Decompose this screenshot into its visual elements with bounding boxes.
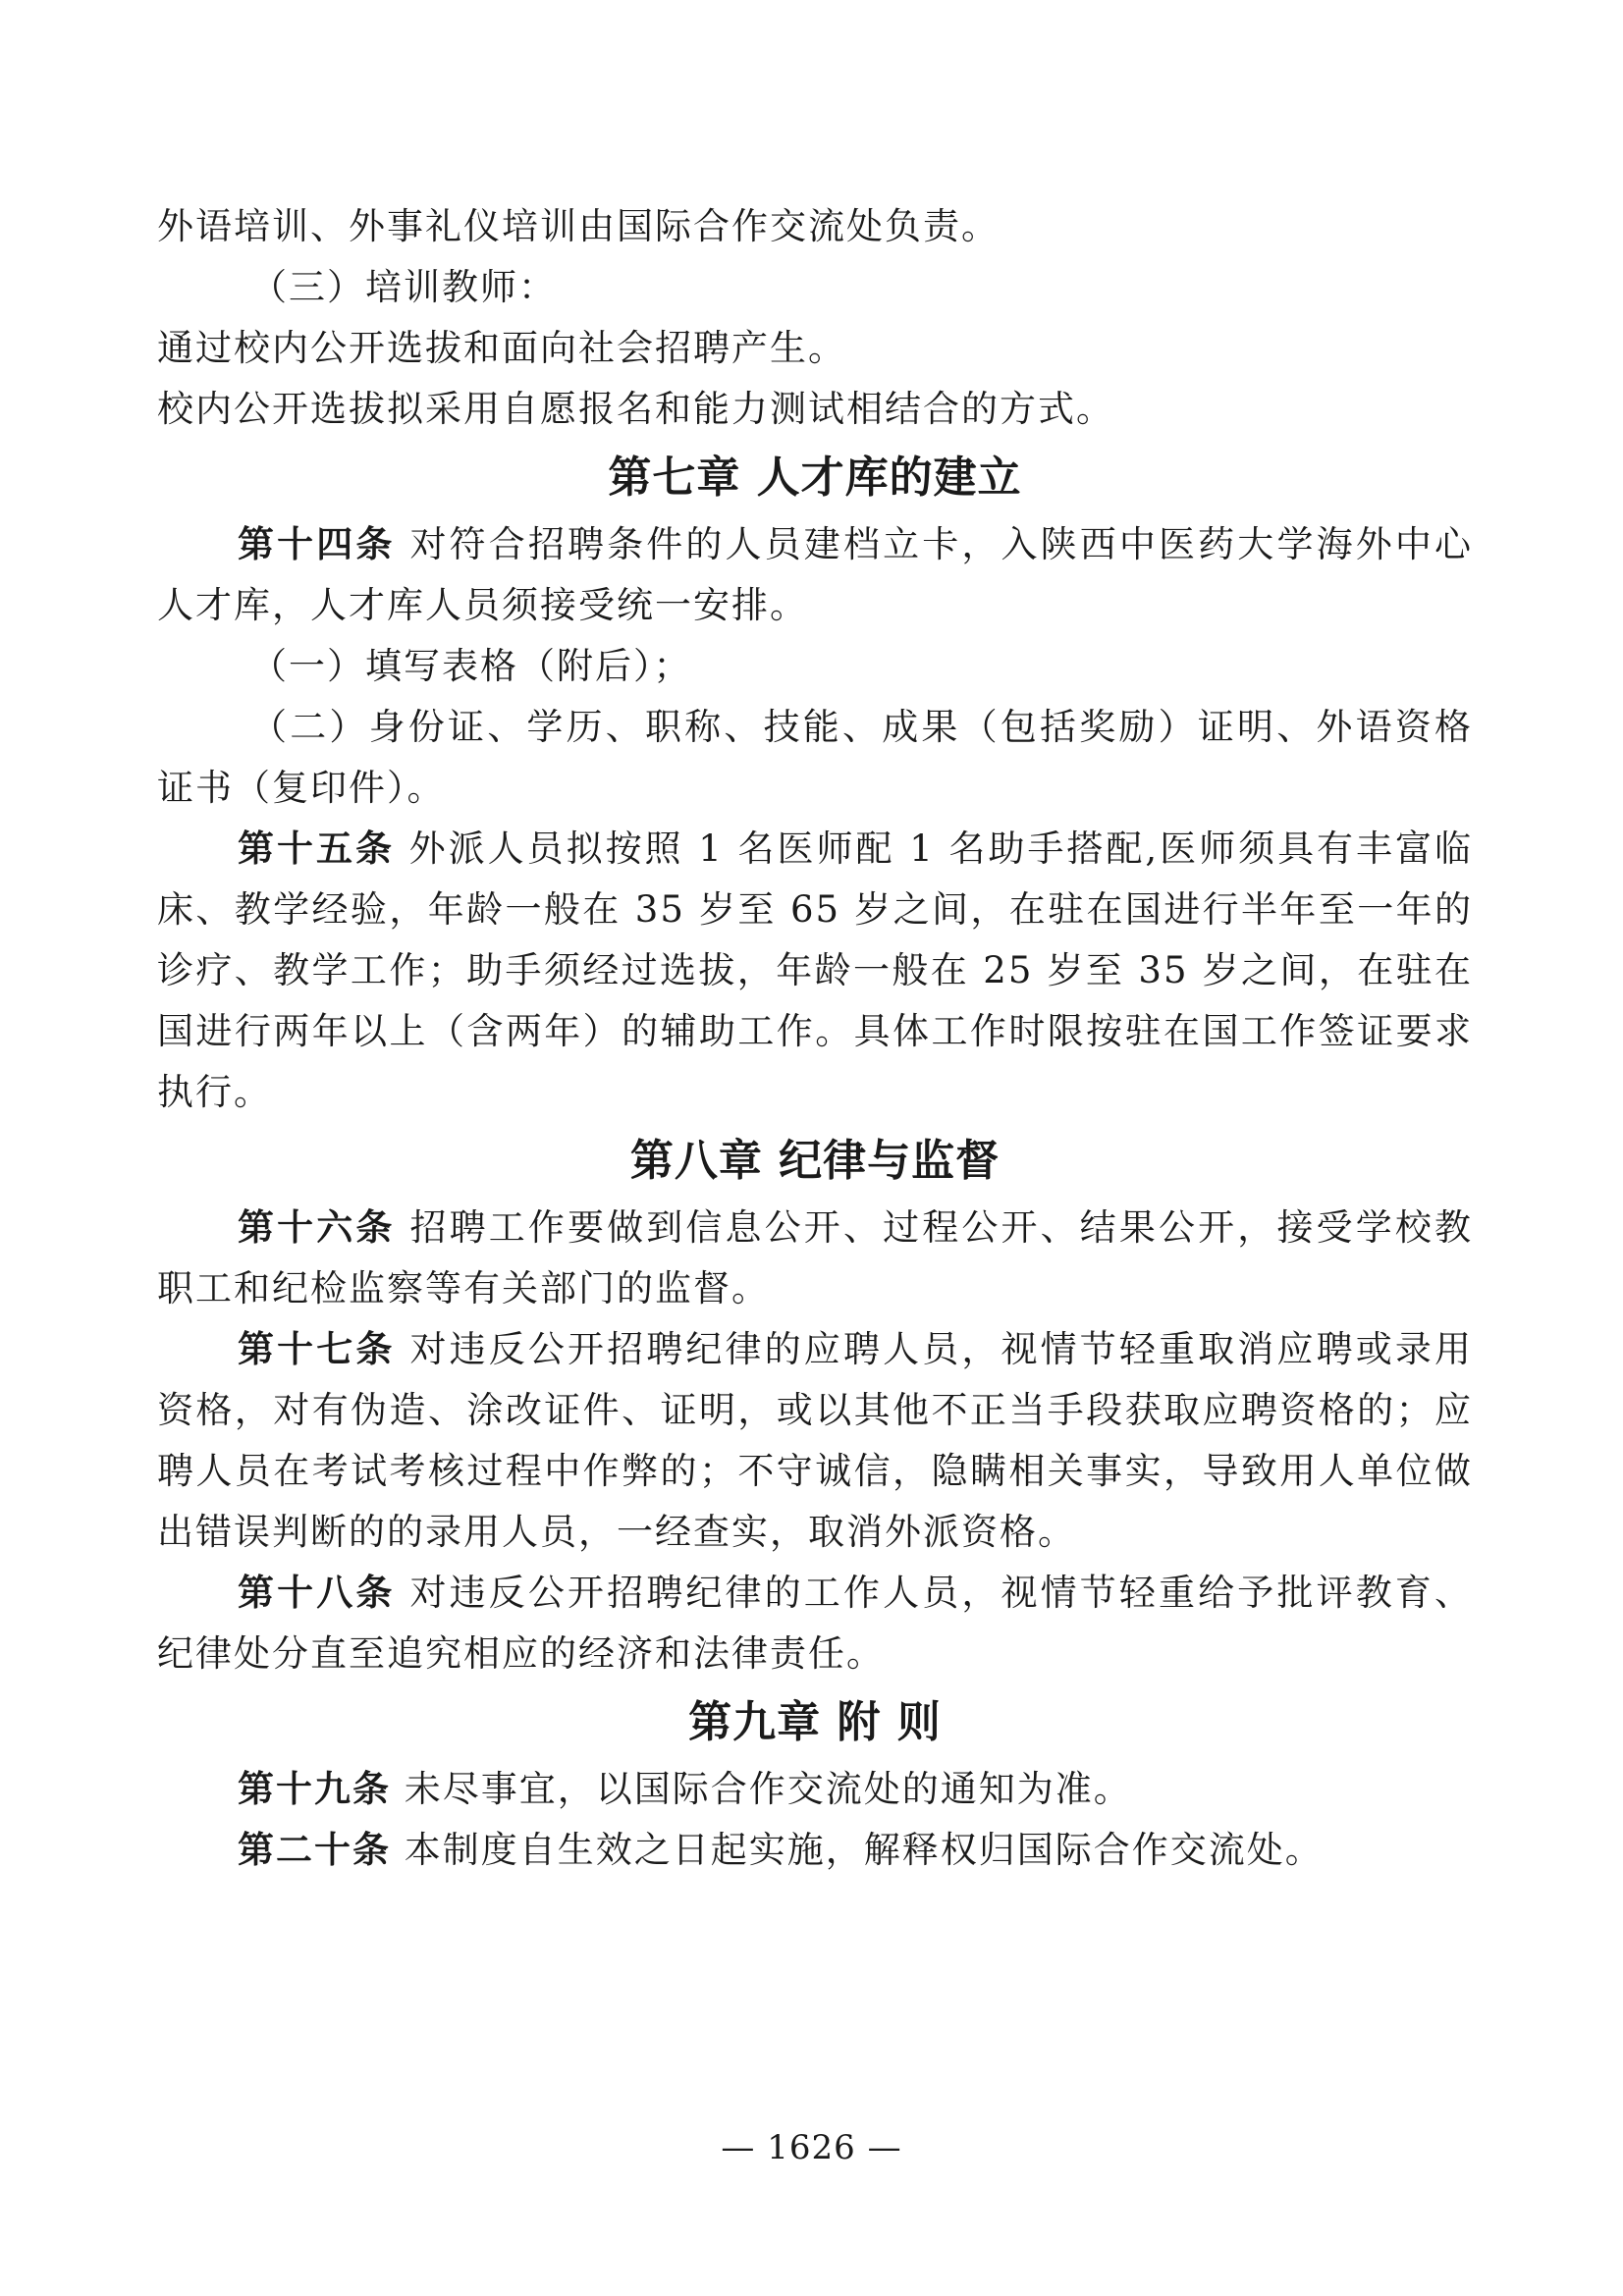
article-14-text: 对符合招聘条件的人员建档立卡，入陕西中医药大学海外中心人才库，人才库人员须接受统一安排。: [157, 523, 1473, 626]
subsection-three: （三）培训教师：: [250, 266, 557, 308]
article-15-label: 第十五条: [238, 828, 395, 870]
article-16-label: 第十六条: [238, 1206, 396, 1249]
chapter-7-title: 第七章 人才库的建立: [608, 453, 1022, 503]
article-19-text: 未尽事宜，以国际合作交流处的通知为准。: [391, 1768, 1132, 1810]
article-19: [157, 1759, 1473, 1820]
article-19-label: 第十九条: [238, 1768, 391, 1810]
document-body: [157, 196, 1473, 1881]
intro-line-3: 校内公开选拔拟采用自愿报名和能力测试相结合的方式。: [157, 388, 1114, 430]
article-14-label: 第十四条: [238, 523, 396, 565]
intro-line-2: 通过校内公开选拔和面向社会招聘产生。: [157, 327, 846, 369]
article-20: [157, 1820, 1473, 1881]
chapter-9-title: 第九章 附 则: [688, 1697, 942, 1747]
article-16-text: 招聘工作要做到信息公开、过程公开、结果公开，接受学校教职工和纪检监察等有关部门的监督。: [157, 1206, 1473, 1309]
article-14: [157, 514, 1473, 636]
article-18-label: 第十八条: [238, 1572, 396, 1614]
article-14-item-2: （二）身份证、学历、职称、技能、成果（包括奖励）证明、外语资格证书（复印件）。: [157, 706, 1473, 809]
article-17-text: 对违反公开招聘纪律的应聘人员，视情节轻重取消应聘或录用资格，对有伪造、涂改证件、证明，或以其他不正当手段获取应聘资格的；应聘人员在考试考核过程中作弊的；不守诚信，隐瞒相关事实，导致用人单位做出错误判断的的录用人员，一经查实，取消外派资格。: [157, 1328, 1473, 1553]
page-number: — 1626 —: [721, 2128, 902, 2167]
chapter-8-title: 第八章 纪律与监督: [629, 1136, 1001, 1186]
article-16: [157, 1198, 1473, 1319]
article-18-text: 对违反公开招聘纪律的工作人员，视情节轻重给予批评教育、纪律处分直至追究相应的经济和法律责任。: [157, 1572, 1473, 1675]
article-15: [157, 819, 1473, 1123]
article-14-item-1: （一）填写表格（附后）；: [250, 645, 692, 687]
article-15-text: 外派人员拟按照 1 名医师配 1 名助手搭配,医师须具有丰富临床、教学经验，年龄一般在 35 岁至 65 岁之间，在驻在国进行半年至一年的诊疗、教学工作；助手须经过选拔，年龄一般在 25 岁至 35 岁之间，在驻在国进行两年以上（含两年）的辅助工作。具体工作时限按驻在国工作签证要求执行。: [157, 828, 1473, 1113]
article-20-label: 第二十条: [238, 1829, 391, 1871]
article-18: [157, 1563, 1473, 1684]
intro-line-1: 外语培训、外事礼仪培训由国际合作交流处负责。: [157, 205, 1000, 247]
article-17-label: 第十七条: [238, 1328, 396, 1370]
article-17: [157, 1319, 1473, 1563]
article-20-text: 本制度自生效之日起实施，解释权归国际合作交流处。: [391, 1829, 1324, 1871]
